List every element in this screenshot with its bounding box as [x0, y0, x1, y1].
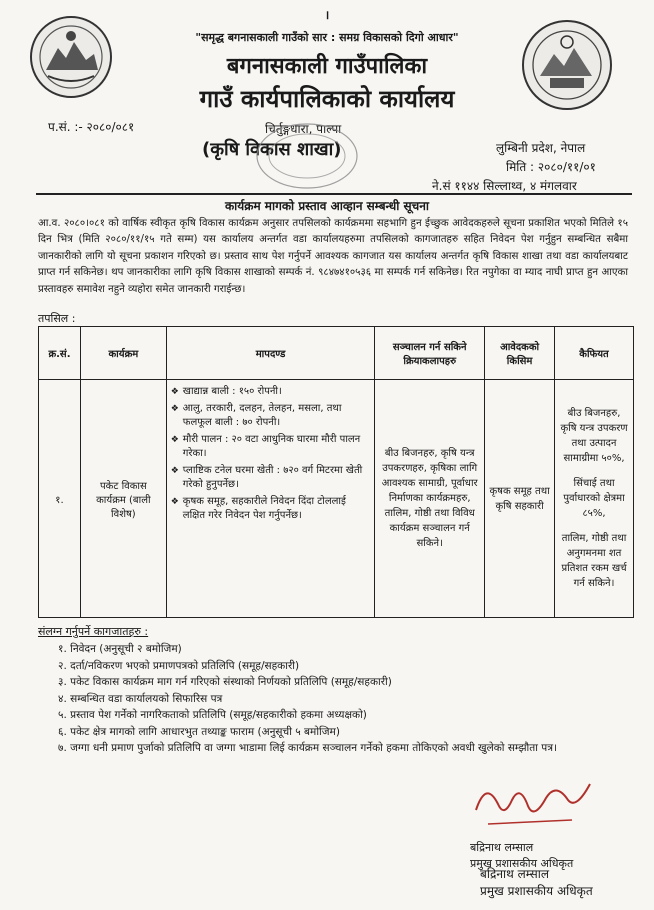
signatory-block-2: [480, 866, 593, 900]
issue-date: मिति : २०८०/११/०१: [506, 160, 596, 174]
header-divider: [36, 193, 632, 195]
list-item: ७. जग्गा धनी प्रमाण पुर्जाको प्रतिलिपि वा जग्गा भाडामा लिई कार्यक्रम सञ्चालन गर्नेको हकमा तोकिएको अवधी खुलेको सम्झौता पत्र।: [58, 742, 558, 754]
list-item: ३. पकेट विकास कार्यक्रम माग गर्न गरिएको संस्थाको निर्णयको प्रतिलिपि (समूह/सहकारी): [58, 676, 392, 688]
table-header-row: [39, 327, 634, 380]
criteria-item: ❖ प्लाष्टिक टनेल घरमा खेती : ७२० वर्ग मिटरमा खेती गरेको हुनुपर्नेछ।: [171, 464, 371, 492]
col-header-remarks: कैफियत: [555, 327, 634, 380]
attachments-list: [58, 641, 638, 757]
handwritten-signature: [468, 770, 598, 840]
program-table: [38, 326, 634, 618]
office-name: गाउँ कार्यपालिकाको कार्यालय: [199, 85, 455, 113]
list-item: ६. पकेट क्षेत्र मागको लागि आधारभुत तथ्याङ्क फाराम (अनुसूची ५ बमोजिम): [58, 725, 340, 738]
tapsil-label: तपसिल :: [38, 312, 76, 325]
list-item: १. निवेदन (अनुसूची २ बमोजिम): [58, 643, 182, 655]
municipality-name: बगनासकाली गाउँपालिका: [226, 54, 428, 79]
notice-body: आ.व. २०८०।०८१ को वार्षिक स्वीकृत कृषि विकास कार्यक्रम अनुसार तपसिलको कार्यक्रममा सहभागि हुन ईच्छुक आवेदकहरुले सूचना प्रकाशित भएको मितिले १५ दिन भित्र (मिति २०८०/११/१५ गते सम्म) यस कार्यालय अन्तर्गत वडा कार्यालयहरुमा तपसिलको कागजातहरु सहित निवेदन पेश गर्नुहुन सम्बन्धित सबैमा जानकारीको लागि यो सूचना प्रकाशन गरिएको छ। प्रस्ताव साथ पेश गर्नुपर्ने आवश्यक कागजात यस कार्यालय अन्तर्गत कृषि विकास शाखा तथा वडा कार्यालयबाट प्राप्त गर्न सकिनेछ। थप जानकारीका लागि कृषि विकास शाखाको सम्पर्क नं. ९८४७४१०५३६ मा सम्पर्क गर्न सकिनेछ। रित नपुगेका वा म्याद नाघी प्राप्त हुन आएका प्रस्तावहरु समावेश नहुने व्यहोरा समेत जानकारी गराईन्छ।: [38, 218, 628, 295]
signatory-name: बद्रिनाथ लम्साल: [470, 841, 534, 854]
cell-criteria: [166, 380, 375, 618]
nepal-sambat-date: ने.सं ११४४ सिल्लाथ्व, ४ मंगलवार: [432, 179, 577, 193]
office-stamp: [252, 120, 362, 192]
col-header-criteria: मापदण्ड: [166, 327, 375, 380]
remark-line: सिंचाई तथा पुर्वाधारको क्षेत्रमा ८५%,: [563, 478, 625, 519]
cell-remarks: [555, 380, 634, 618]
col-header-sn: क्र.सं.: [39, 327, 81, 380]
signatory-title: प्रमुख प्रशासकीय अधिकृत: [470, 857, 574, 870]
office-address: चिर्तुङ्गधारा, पाल्पा: [265, 122, 342, 136]
notice-title: कार्यक्रम मागको प्रस्ताव आव्हान सम्बन्धी सूचना: [224, 199, 430, 213]
cell-program: पकेट विकास कार्यक्रम (बाली विशेष): [80, 380, 166, 618]
criteria-item: ❖ मौरी पालन : २० वटा आधुनिक घारमा मौरी पालन गरेका।: [171, 433, 371, 461]
list-item: ४. सम्बन्धित वडा कार्यालयको सिफारिस पत्र: [58, 692, 223, 705]
motto: "समृद्ध बगनासकाली गाउँको सार : समग्र विकासको दिगो आधार": [195, 31, 459, 44]
reference-number: प.सं. :- २०८०/०८१: [48, 120, 135, 134]
table-row: [39, 380, 634, 618]
attachments-heading: संलग्न गर्नुपर्ने कागजातहरु :: [38, 625, 149, 638]
signatory-title-stamp: प्रमुख प्रशासकीय अधिकृत: [480, 884, 593, 898]
col-header-activities: सञ्चालन गर्न सकिने क्रियाकलापहरु: [375, 327, 485, 380]
top-mark: ।: [324, 8, 330, 22]
criteria-item: ❖ खाद्यान्न बाली : १५० रोपनी।: [171, 385, 371, 399]
remark-line: तालिम, गोष्ठी तथा अनुगमनमा शत प्रतिशत रकम खर्च गर्न सकिने।: [561, 533, 627, 589]
remark-line: बीउ बिजनहरु, कृषि यन्त्र उपकरण तथा उत्पादन सामाग्रीमा ५०%,: [560, 408, 628, 464]
branch-name: (कृषि विकास शाखा): [202, 139, 342, 160]
signatory-name-stamp: बद्रिनाथ लम्साल: [480, 867, 549, 881]
criteria-item: ❖ कृषक समूह, सहकारीले निवेदन दिंदा टोललाई लक्षित गरेर निवेदन पेश गर्नुपर्नेछ।: [171, 495, 371, 523]
cell-activities: बीउ बिजनहरु, कृषि यन्त्र उपकरणहरु, कृषिका लागि आवश्यक सामाग्री, पूर्वाधार निर्माणका कार्यक्रमहरु, तालिम, गोष्ठी तथा विविध कार्यक्रम सञ्चालन गर्न सकिने।: [375, 380, 485, 618]
criteria-item: ❖ आलु, तरकारी, दलहन, तेलहन, मसला, तथा फलफूल बाली : ७० रोपनी।: [171, 402, 371, 430]
col-header-applicant: आवेदकको किसिम: [485, 327, 555, 380]
cell-applicant: कृषक समूह तथा कृषि सहकारी: [485, 380, 555, 618]
list-item: २. दर्ता/नविकरण भएको प्रमाणपत्रको प्रतिलिपि (समूह/सहकारी): [58, 659, 300, 672]
cell-sn: १.: [39, 380, 81, 618]
list-item: ५. प्रस्ताव पेश गर्नेको नागरिकताको प्रतिलिपि (समूह/सहकारीको हकमा अध्यक्षको): [58, 709, 367, 721]
province: लुम्बिनी प्रदेश, नेपाल: [496, 141, 586, 155]
col-header-program: कार्यक्रम: [80, 327, 166, 380]
